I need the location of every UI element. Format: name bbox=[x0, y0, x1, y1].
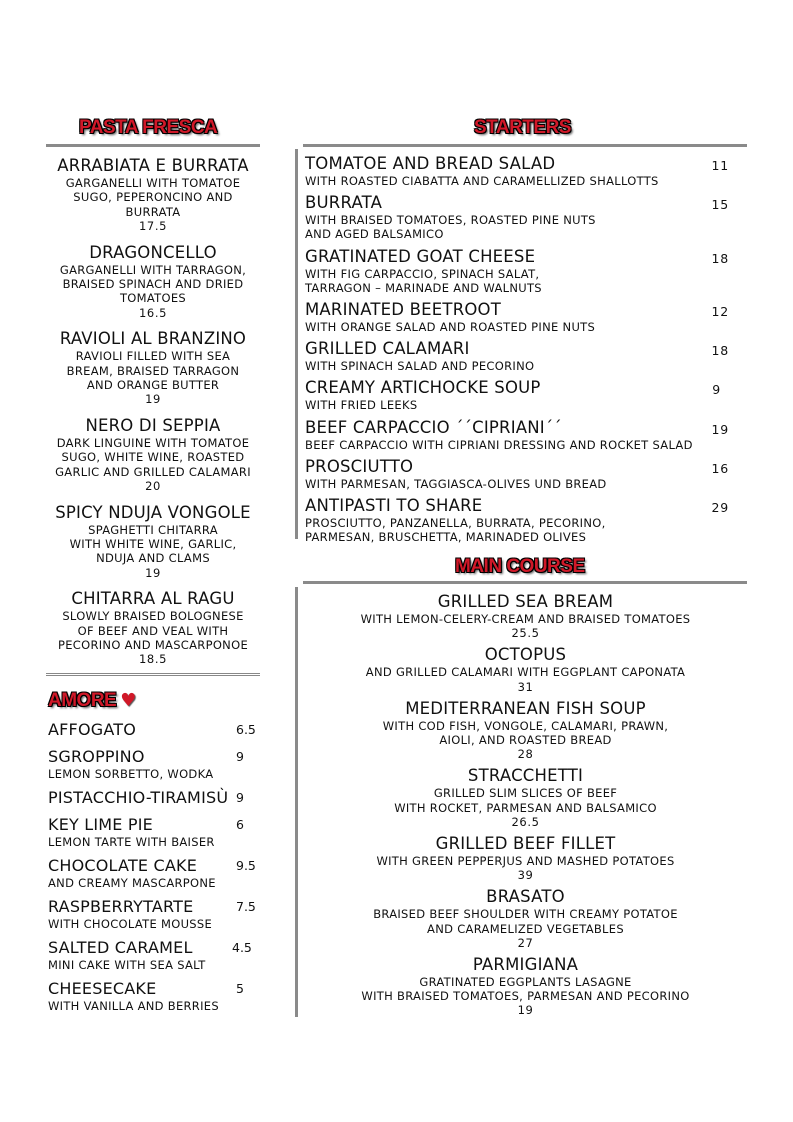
dish-description: WITH PARMESAN, TAGGIASCA-OLIVES UND BREAD bbox=[305, 476, 607, 491]
dish-description: SPAGHETTI CHITARRA bbox=[88, 522, 218, 537]
dish-description: TARRAGON – MARINADE AND WALNUTS bbox=[305, 280, 542, 295]
menu-item bbox=[46, 589, 260, 667]
dish-name: ANTIPASTI TO SHARE bbox=[305, 496, 483, 516]
menu-item bbox=[48, 896, 263, 931]
dish-description: AND GRILLED CALAMARI WITH EGGPLANT CAPONATA bbox=[365, 665, 686, 680]
dish-name: TOMATOE AND BREAD SALAD bbox=[305, 154, 556, 173]
dish-price: 16 bbox=[711, 460, 729, 476]
dish-name: MEDITERRANEAN FISH SOUP bbox=[405, 698, 646, 718]
dish-description: RAVIOLI FILLED WITH SEA bbox=[75, 349, 231, 364]
dish-price: 11 bbox=[711, 158, 729, 173]
menu-item bbox=[305, 457, 735, 491]
dish-description: GRATINATED EGGPLANTS LASAGNE bbox=[419, 975, 632, 990]
dish-price: 18 bbox=[711, 343, 729, 359]
dish-description: AND AGED BALSAMICO bbox=[305, 227, 444, 242]
menu-item bbox=[303, 766, 748, 829]
dish-description: PROSCIUTTO, PANZANELLA, BURRATA, PECORINO, bbox=[305, 516, 606, 531]
menu-item bbox=[48, 746, 263, 781]
starters-vertical-rule bbox=[295, 149, 298, 539]
pasta-divider bbox=[46, 144, 260, 147]
dish-description: WITH SPINACH SALAD AND PECORINO bbox=[305, 359, 535, 374]
dish-price: 19 bbox=[145, 565, 161, 580]
amore-list bbox=[48, 719, 263, 1019]
menu-item bbox=[48, 978, 263, 1013]
starters-heading: STARTERS bbox=[474, 117, 571, 138]
dish-name: CHOCOLATE CAKE bbox=[48, 856, 198, 875]
dish-description: LEMON SORBETTO, WODKA bbox=[48, 767, 214, 781]
dish-description: AND CREAMY MASCARPONE bbox=[48, 876, 216, 890]
dish-description: AND CARAMELIZED VEGETABLES bbox=[427, 921, 624, 936]
dish-name: PROSCIUTTO bbox=[305, 456, 414, 476]
dish-price: 15 bbox=[711, 197, 729, 213]
dish-price: 6.5 bbox=[236, 722, 256, 737]
menu-item bbox=[46, 243, 260, 321]
amore-heading-row bbox=[48, 690, 136, 712]
dish-price: 28 bbox=[517, 747, 534, 762]
dish-description: BRAISED BEEF SHOULDER WITH CREAMY POTATOE bbox=[373, 907, 678, 922]
dish-name: BURRATA bbox=[305, 193, 383, 213]
menu-item bbox=[305, 496, 735, 544]
menu-item bbox=[46, 329, 260, 407]
dish-description: WITH LEMON-CELERY-CREAM AND BRAISED TOMATOES bbox=[360, 612, 691, 626]
dish-description: BURRATA bbox=[125, 204, 181, 219]
menu-item bbox=[303, 645, 748, 693]
menu-item bbox=[303, 955, 748, 1018]
dish-name: GRATINATED GOAT CHEESE bbox=[305, 246, 536, 266]
pasta-list bbox=[46, 156, 260, 676]
dish-description: WITH ORANGE SALAD AND ROASTED PINE NUTS bbox=[305, 320, 596, 335]
dish-description: BREAM, BRAISED TARRAGON bbox=[66, 363, 240, 378]
dish-description: AIOLI, AND ROASTED BREAD bbox=[439, 733, 612, 748]
dish-name: CHEESECAKE bbox=[48, 979, 157, 998]
dish-name: CHITARRA AL RAGU bbox=[71, 589, 235, 609]
dish-price: 31 bbox=[517, 679, 534, 694]
amore-heading: AMORE bbox=[48, 690, 117, 711]
dish-description: SUGO, PEPERONCINO AND bbox=[73, 190, 233, 205]
dish-description: MINI CAKE WITH SEA SALT bbox=[48, 958, 206, 972]
dish-description: BRAISED SPINACH AND DRIED bbox=[62, 277, 244, 292]
dish-price: 9 bbox=[236, 790, 244, 805]
menu-item bbox=[46, 156, 260, 234]
dish-price: 26.5 bbox=[511, 814, 540, 829]
pasta-heading: PASTA FRESCA bbox=[79, 117, 218, 138]
dish-price: 4.5 bbox=[232, 940, 252, 955]
dish-description: BEEF CARPACCIO WITH CIPRIANI DRESSING AND ROCKET SALAD bbox=[305, 437, 693, 452]
dish-description: WITH WHITE WINE, GARLIC, bbox=[69, 536, 237, 551]
dish-name: MARINATED BEETROOT bbox=[305, 300, 502, 320]
dish-price: 17.5 bbox=[138, 219, 167, 234]
menu-item bbox=[305, 300, 735, 334]
dish-price: 39 bbox=[517, 868, 534, 883]
menu-item bbox=[48, 855, 263, 890]
dish-price: 25.5 bbox=[511, 626, 540, 641]
dish-description: SUGO, WHITE WINE, ROASTED bbox=[61, 450, 245, 465]
dish-name: AFFOGATO bbox=[48, 720, 137, 739]
dish-name: KEY LIME PIE bbox=[48, 815, 153, 834]
menu-item bbox=[46, 503, 260, 581]
menu-item bbox=[303, 699, 748, 762]
dish-name: ARRABIATA E BURRATA bbox=[57, 156, 249, 175]
dish-description: AND ORANGE BUTTER bbox=[86, 378, 220, 393]
dish-description: GARLIC AND GRILLED CALAMARI bbox=[55, 464, 251, 479]
menu-item bbox=[48, 719, 263, 740]
dish-price: 19 bbox=[517, 1003, 534, 1018]
dish-description: LEMON TARTE WITH BAISER bbox=[48, 835, 215, 849]
dish-price: 19 bbox=[145, 392, 161, 407]
dish-name: PARMIGIANA bbox=[472, 955, 579, 975]
dish-description: GRILLED SLIM SLICES OF BEEF bbox=[433, 786, 618, 801]
menu-item bbox=[305, 418, 735, 452]
menu-item bbox=[305, 193, 735, 241]
dish-name: BEEF CARPACCIO ´´CIPRIANI´´ bbox=[305, 417, 562, 437]
dish-name: GRILLED BEEF FILLET bbox=[435, 834, 616, 854]
dish-description: WITH GREEN PEPPERJUS AND MASHED POTATOES bbox=[376, 854, 675, 869]
starters-divider bbox=[303, 144, 747, 147]
dish-price: 6 bbox=[236, 817, 244, 832]
dish-name: RAVIOLI AL BRANZINO bbox=[59, 329, 247, 349]
dish-price: 18 bbox=[711, 250, 729, 266]
dish-price: 18.5 bbox=[138, 652, 167, 667]
main-course-vertical-rule bbox=[295, 587, 298, 1017]
dish-price: 9.5 bbox=[236, 858, 256, 873]
menu-item bbox=[48, 787, 263, 808]
main-course-heading: MAIN COURSE bbox=[455, 556, 585, 577]
dish-price: 19 bbox=[711, 421, 729, 437]
dish-description: NDUJA AND CLAMS bbox=[96, 551, 210, 566]
dish-description: TOMATOES bbox=[119, 291, 186, 306]
dish-description: WITH ROCKET, PARMESAN AND BALSAMICO bbox=[394, 800, 657, 815]
dish-name: RASPBERRYTARTE bbox=[48, 897, 194, 916]
dish-description: WITH BRAISED TOMATOES, ROASTED PINE NUTS bbox=[305, 213, 596, 228]
heart-icon: ♥ bbox=[120, 690, 137, 711]
menu-item bbox=[48, 937, 263, 972]
menu-item bbox=[48, 814, 263, 849]
dish-description: OF BEEF AND VEAL WITH bbox=[77, 623, 229, 638]
dish-description: WITH VANILLA AND BERRIES bbox=[48, 999, 219, 1013]
dish-description: WITH FRIED LEEKS bbox=[305, 398, 418, 413]
dish-price: 20 bbox=[145, 479, 161, 494]
dish-price: 5 bbox=[236, 981, 244, 996]
dish-price: 9 bbox=[236, 749, 244, 764]
dish-description: DARK LINGUINE WITH TOMATOE bbox=[56, 435, 250, 450]
menu-item bbox=[305, 378, 735, 412]
dish-description: WITH ROASTED CIABATTA AND CARAMELLIZED SHALLOTTS bbox=[305, 174, 659, 188]
dish-description: WITH BRAISED TOMATOES, PARMESAN AND PECORINO bbox=[361, 989, 690, 1004]
dish-price: 16.5 bbox=[138, 305, 167, 320]
dish-name: SPICY NDUJA VONGOLE bbox=[55, 502, 251, 522]
dish-name: BRASATO bbox=[486, 887, 565, 907]
dish-price: 12 bbox=[711, 304, 729, 320]
dish-description: WITH CHOCOLATE MOUSSE bbox=[48, 917, 213, 931]
dish-description: GARGANELLI WITH TOMATOE bbox=[65, 176, 241, 190]
menu-item bbox=[46, 416, 260, 494]
dish-name: PISTACCHIO-TIRAMISÙ bbox=[48, 788, 229, 807]
dish-name: SALTED CARAMEL bbox=[48, 938, 193, 957]
dish-name: OCTOPUS bbox=[484, 645, 567, 665]
menu-item bbox=[305, 154, 735, 188]
menu-item bbox=[303, 887, 748, 950]
dish-description: PARMESAN, BRUSCHETTA, MARINADED OLIVES bbox=[305, 530, 587, 545]
menu-item bbox=[305, 339, 735, 373]
dish-description: SLOWLY BRAISED BOLOGNESE bbox=[62, 609, 244, 624]
dish-name: DRAGONCELLO bbox=[89, 242, 217, 262]
dish-name: CREAMY ARTICHOCKE SOUP bbox=[305, 378, 541, 398]
dish-description: GARGANELLI WITH TARRAGON, bbox=[59, 262, 247, 277]
dish-name: NERO DI SEPPIA bbox=[85, 415, 221, 435]
main-course-divider bbox=[303, 581, 747, 584]
dish-description: PECORINO AND MASCARPONOE bbox=[57, 637, 249, 652]
dish-name: STRACCHETTI bbox=[467, 766, 584, 786]
dish-description: WITH FIG CARPACCIO, SPINACH SALAT, bbox=[305, 266, 540, 281]
main-course-list bbox=[303, 592, 748, 1023]
dish-price: 7.5 bbox=[236, 899, 256, 914]
menu-item bbox=[305, 247, 735, 295]
dish-name: GRILLED SEA BREAM bbox=[437, 592, 614, 611]
menu-item bbox=[303, 834, 748, 882]
menu-item bbox=[303, 592, 748, 640]
dish-price: 27 bbox=[517, 935, 534, 950]
dish-name: SGROPPINO bbox=[48, 747, 145, 766]
dish-name: GRILLED CALAMARI bbox=[305, 339, 470, 359]
starters-list bbox=[305, 154, 735, 549]
dish-price: 29 bbox=[711, 500, 729, 516]
dish-description: WITH COD FISH, VONGOLE, CALAMARI, PRAWN, bbox=[382, 718, 669, 733]
dish-price: 9 bbox=[712, 382, 721, 398]
